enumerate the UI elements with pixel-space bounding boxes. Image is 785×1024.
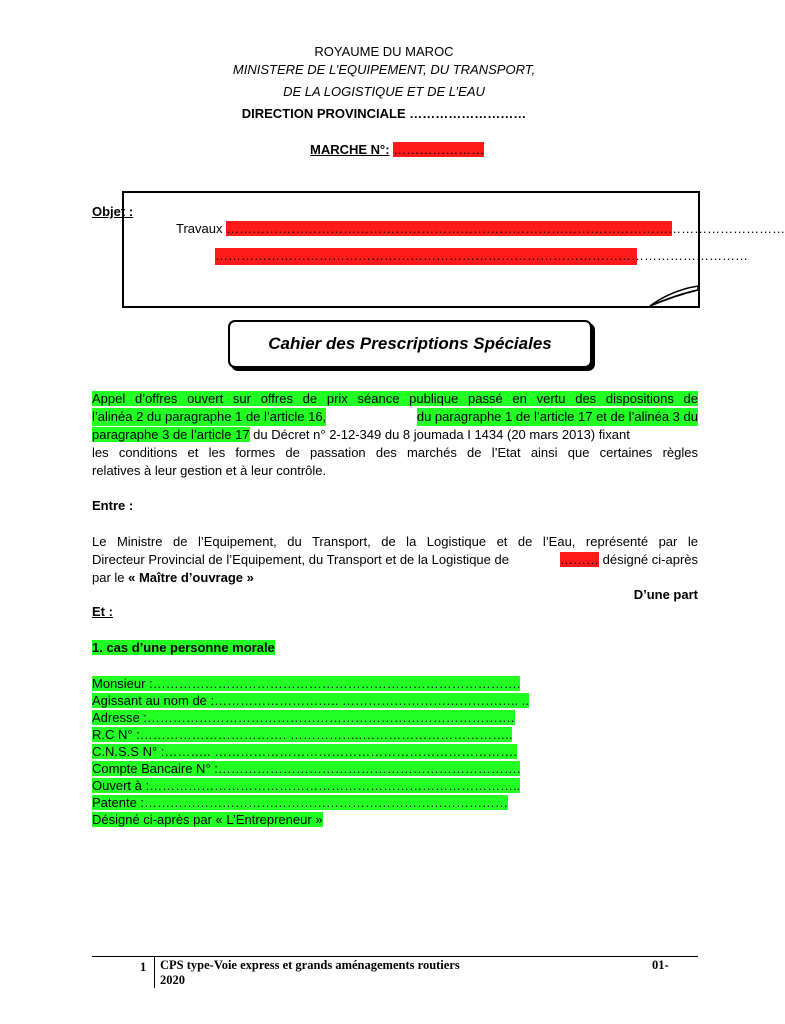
header-ministry: MINISTERE DE L’EQUIPEMENT, DU TRANSPORT,	[232, 62, 536, 77]
travaux-field-1[interactable]: …………………………………………………………………………………………………………………	[226, 221, 785, 236]
header-kingdom: ROYAUME DU MAROC	[314, 44, 454, 59]
marche-line	[310, 142, 484, 157]
field-compte-bancaire[interactable]: Compte Bancaire N° :…………………………………………………………….	[92, 761, 521, 776]
field-agissant[interactable]: Agissant au nom de :……………………….. ………………………………….. ..	[92, 693, 530, 708]
footer-title: CPS type-Voie express et grands aménagements routiers	[160, 958, 460, 972]
header-ministry-2: DE LA LOGISTIQUE ET DE L’EAU	[283, 84, 485, 99]
objet-label: Objet :	[92, 204, 134, 219]
field-designe: Désigné ci-après par « L’Entrepreneur »	[92, 812, 323, 827]
header-direction: DIRECTION PROVINCIALE ………………………	[241, 106, 527, 121]
objet-line-1	[176, 221, 785, 236]
entre-label: Entre :	[92, 498, 134, 513]
section-personne-morale: 1. cas d’une personne morale	[92, 640, 275, 655]
field-adresse[interactable]: Adresse :………………………………………………………………………….	[92, 710, 515, 725]
province-field[interactable]: ………	[560, 552, 599, 567]
footer-year: 2020	[160, 973, 185, 987]
field-monsieur[interactable]: Monsieur :………………………………………………………………………….	[92, 676, 521, 691]
intro-line-1: Appel d’offres ouvert sur offres de prix séance publique passé en vertu des dispositions de	[92, 391, 698, 406]
intro-line-4: les conditions et les formes de passation des marchés de l’Etat ainsi que certaines règles	[92, 445, 698, 460]
page-curl-icon	[648, 286, 700, 308]
travaux-field-2[interactable]: ……………………………………………………………………………………………………………	[215, 248, 748, 263]
et-label: Et :	[92, 604, 113, 619]
document-title: Cahier des Prescriptions Spéciales	[268, 334, 552, 353]
field-cnss[interactable]: C.N.S.S N° :……….. …………………………………………………………….	[92, 744, 517, 759]
footer-rule	[92, 956, 698, 957]
dune-part: D’une part	[633, 587, 698, 602]
intro-line-3: paragraphe 3 de l’article 17 du Décret n° 2-12-349 du 8 joumada I 1434 (20 mars 2013) fixant	[92, 427, 630, 442]
intro-line-2: l’alinéa 2 du paragraphe 1 de l’article 16, du paragraphe 1 de l’article 17 et de l’alinéa 3 du	[92, 409, 698, 424]
travaux-label: Travaux	[176, 221, 223, 236]
party1-line-1: Le Ministre de l’Equipement, du Transport, de la Logistique et de l’Eau, représenté par le	[92, 534, 698, 549]
footer-page-number: 1	[140, 960, 147, 974]
field-rc[interactable]: R.C N° :……………………………. ……………..……………………………..	[92, 727, 513, 742]
party1-line-3: par le « Maître d’ouvrage »	[92, 570, 254, 585]
entrepreneur-fields	[92, 675, 529, 828]
marche-number-field[interactable]: …………………	[393, 142, 485, 157]
marche-label: MARCHE N°:	[310, 142, 390, 157]
footer-code: 01-	[652, 958, 669, 972]
document-title-box	[228, 320, 592, 368]
field-ouvert-a[interactable]: Ouvert à :…………………………………………………………………………..	[92, 778, 521, 793]
party1-line-2: Directeur Provincial de l’Equipement, du Transport et de la Logistique de ……… désigné ci-après	[92, 552, 698, 567]
field-patente[interactable]: Patente :…………………………………………………………………………	[92, 795, 509, 810]
intro-line-5: relatives à leur gestion et à leur contrôle.	[92, 463, 327, 478]
footer-divider	[154, 956, 155, 988]
